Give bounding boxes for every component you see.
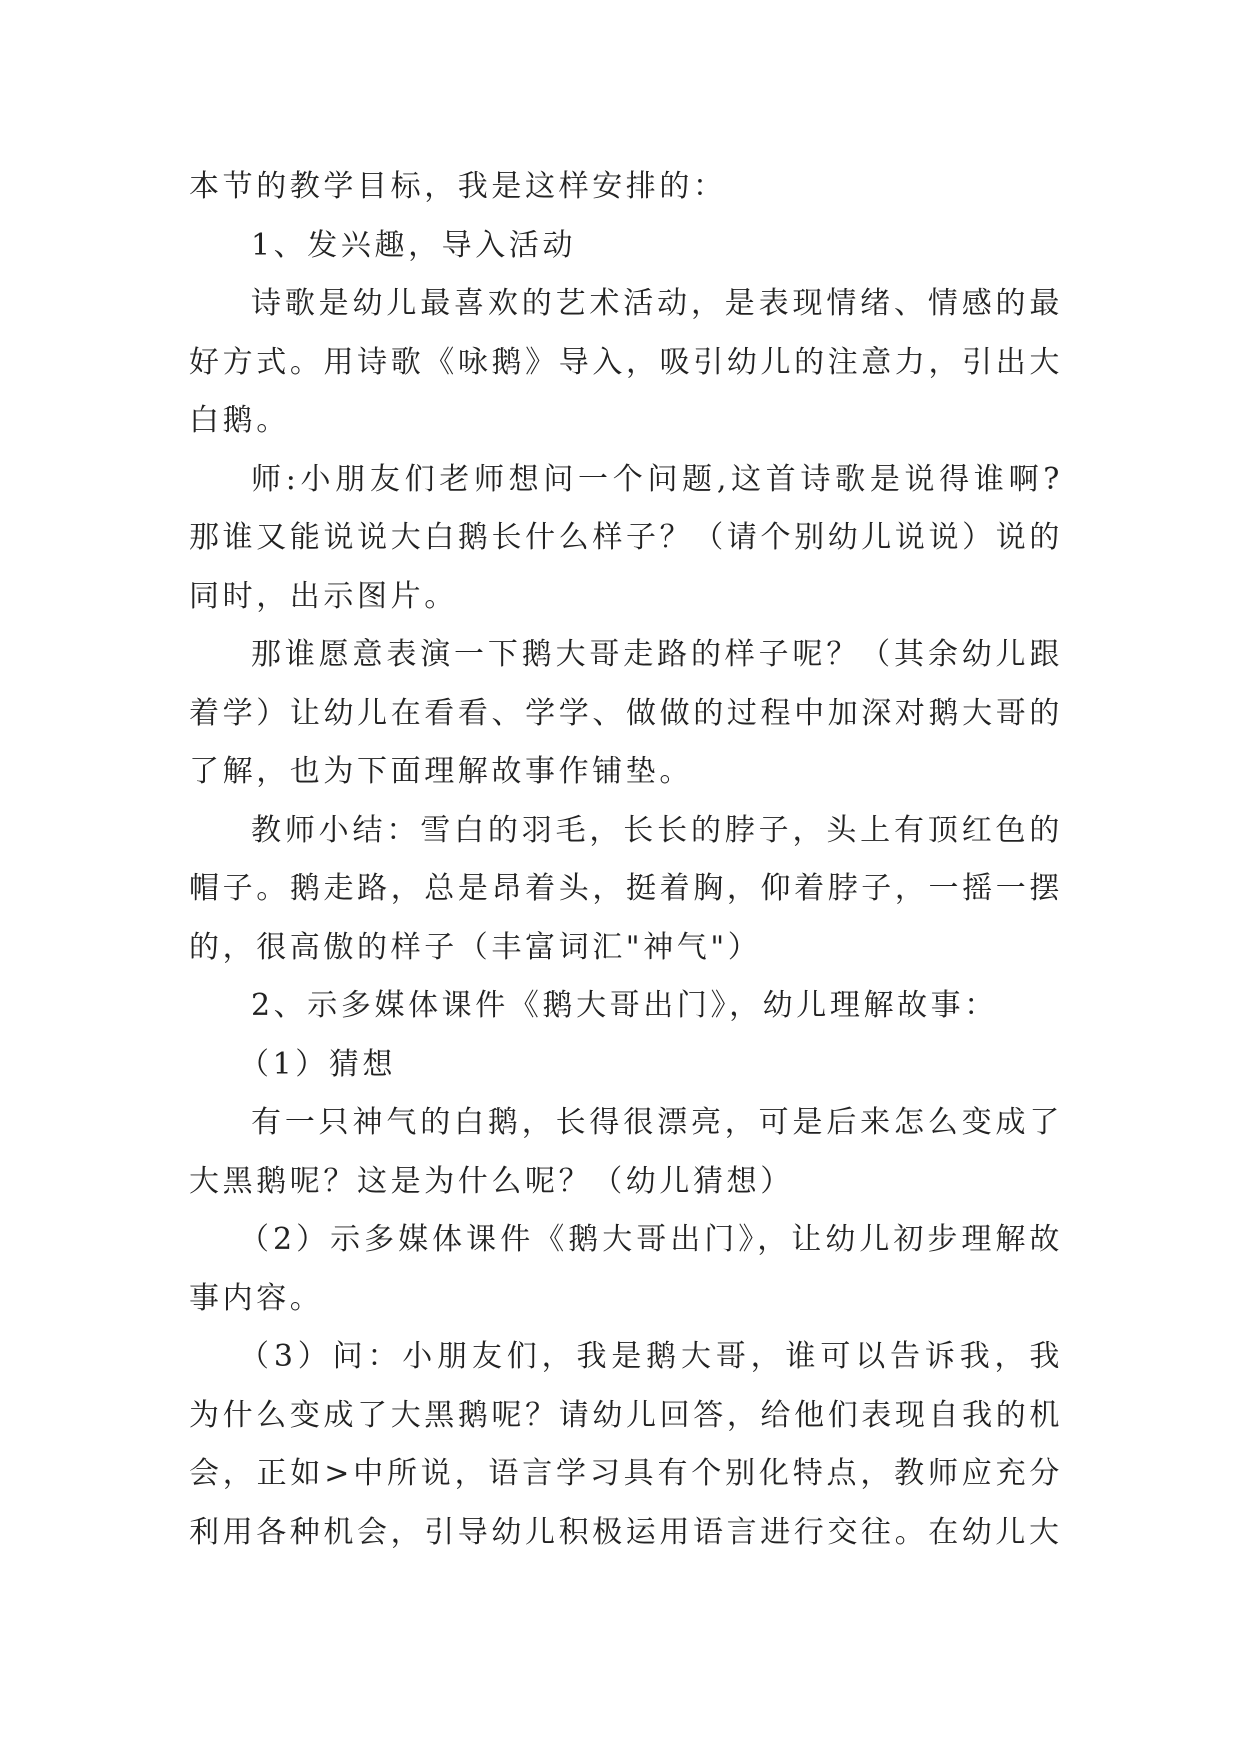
- paragraph-poem-intro: 诗歌是幼儿最喜欢的艺术活动，是表现情绪、情感的最好方式。用诗歌《咏鹅》导入，吸引幼儿的注意力，引出大白鹅。: [189, 286, 1063, 438]
- section-heading-2: 2、示多媒体课件《鹅大哥出门》，幼儿理解故事：: [251, 988, 998, 1023]
- section-heading-1: 1、发兴趣，导入活动: [251, 227, 577, 263]
- paragraph-courseware: （2）示多媒体课件《鹅大哥出门》，让幼儿初步理解故事内容。: [189, 1222, 1063, 1316]
- paragraph-teacher-summary: 教师小结：雪白的羽毛，长长的脖子，头上有顶红色的帽子。鹅走路，总是昂着头，挺着胸，仰着脖子，一摇一摆的，很高傲的样子（丰富词汇"神气"）: [189, 812, 1063, 965]
- paragraph-guess: 有一只神气的白鹅，长得很漂亮，可是后来怎么变成了大黑鹅呢？这是为什么呢？（幼儿猜想）: [189, 1105, 1063, 1199]
- document-body: [189, 158, 1063, 1562]
- paragraph-performance: 那谁愿意表演一下鹅大哥走路的样子呢？（其余幼儿跟着学）让幼儿在看看、学学、做做的过程中加深对鹅大哥的了解，也为下面理解故事作铺垫。: [189, 637, 1063, 789]
- paragraph-question: （3）问：小朋友们，我是鹅大哥，谁可以告诉我，我为什么变成了大黑鹅呢？请幼儿回答，给他们表现自我的机会，正如>中所说，语言学习具有个别化特点，教师应充分利用各种机会，引导幼儿积极运用语言进行交往。在幼儿大: [189, 1339, 1063, 1550]
- paragraph-intro: 本节的教学目标，我是这样安排的：: [189, 169, 727, 204]
- subheading-guess: （1）猜想: [239, 1046, 397, 1082]
- paragraph-teacher-question: 师:小朋友们老师想问一个问题,这首诗歌是说得谁啊?那谁又能说说大白鹅长什么样子？（请个别幼儿说说）说的同时，出示图片。: [189, 461, 1063, 614]
